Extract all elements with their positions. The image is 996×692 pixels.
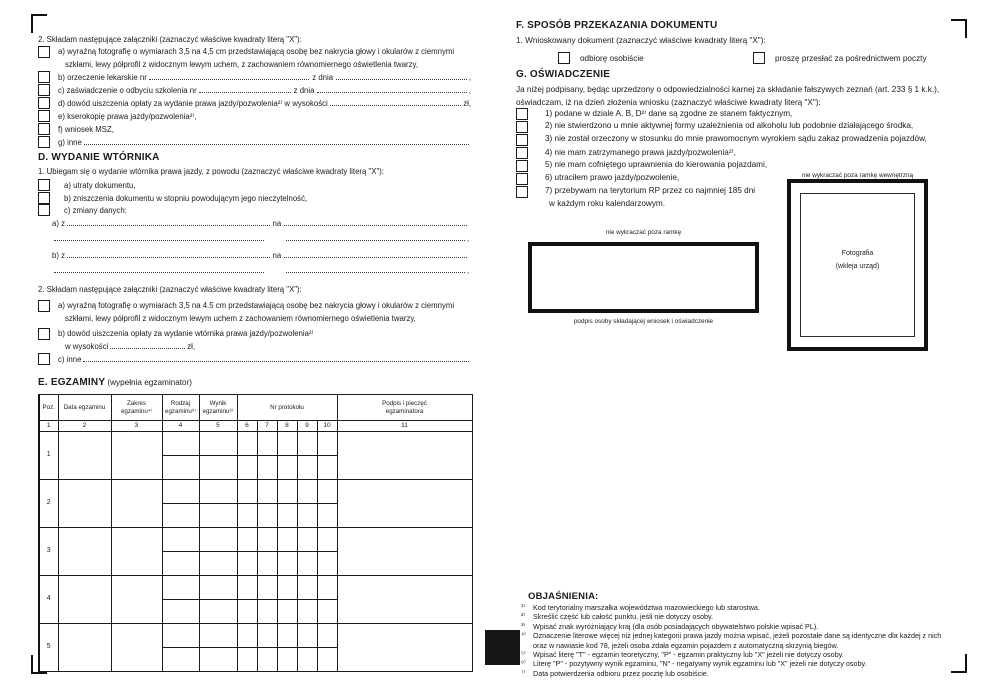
section-e-title: E. EGZAMINY (wypełnia egzaminator) xyxy=(38,377,193,388)
checkbox-att2-c[interactable] xyxy=(38,353,50,365)
exam-cell xyxy=(277,480,297,504)
row-number: 2 xyxy=(39,480,58,528)
exam-cell xyxy=(317,576,337,600)
fill-line[interactable] xyxy=(149,71,309,80)
col-num: 8 xyxy=(277,421,297,432)
exam-cell xyxy=(58,624,111,672)
exam-cell xyxy=(237,624,257,648)
registration-mark xyxy=(485,630,520,665)
exam-cell xyxy=(237,528,257,552)
fill-line[interactable] xyxy=(54,232,264,241)
exam-cell xyxy=(317,480,337,504)
exam-cell xyxy=(277,624,297,648)
checkbox-wtornik-c[interactable] xyxy=(38,204,50,216)
exam-cell xyxy=(237,480,257,504)
footnote-6: ⁶⁾ Literę "P" - pozytywny wynik egzaminu, "N" - negatywny wynik egzaminu lub "X" jeżeli nie dotyczy osoby. xyxy=(521,658,867,669)
exam-cell xyxy=(111,528,162,576)
exam-cell xyxy=(199,480,237,504)
checkbox-statement-4[interactable] xyxy=(516,147,528,159)
section-d-intro: 1. Ubiegam się o wydanie wtórnika prawa jazdy, z powodu (zaznaczyć właściwe kwadraty literą "X"): xyxy=(38,167,384,176)
exam-cell xyxy=(297,456,317,480)
section-f-title: F. SPOSÓB PRZEKAZANIA DOKUMENTU xyxy=(516,20,718,31)
row-number: 5 xyxy=(39,624,58,672)
col-num: 4 xyxy=(162,421,199,432)
exam-cell xyxy=(162,624,199,648)
fill-line[interactable] xyxy=(83,353,469,362)
col-header-wynik: Wynik egzaminu⁶⁾ xyxy=(199,395,237,421)
col-header-protokol: Nr protokołu xyxy=(237,395,337,421)
exam-cell xyxy=(111,480,162,528)
delivery-option-post xyxy=(753,52,927,64)
exam-cell xyxy=(317,600,337,624)
exam-cell xyxy=(337,624,472,672)
exam-cell xyxy=(257,552,277,576)
att1-item-c: c) zaświadczenie o odbyciu szkolenia nr z dnia , xyxy=(58,86,471,95)
exam-table-header-row xyxy=(39,395,472,421)
change-row-a-line1: a) z na xyxy=(52,217,469,228)
checkbox-statement-3[interactable] xyxy=(516,134,528,146)
section-d-title: D. WYDANIE WTÓRNIKA xyxy=(38,152,160,163)
notes-list xyxy=(520,603,972,678)
exam-cell xyxy=(277,576,297,600)
exam-cell xyxy=(277,432,297,456)
exam-cell xyxy=(237,576,257,600)
checkbox-att1-d[interactable] xyxy=(38,97,50,109)
exam-cell xyxy=(199,624,237,648)
wtornik-reason-c: c) zmiany danych: xyxy=(64,206,127,215)
statement-intro-line2: oświadczam, iż na dzień złożenia wniosku (zaznaczyć właściwe kwadraty literą "X"): xyxy=(516,98,821,107)
exam-cell xyxy=(237,456,257,480)
exam-row-3 xyxy=(39,528,472,552)
footnote-4: ⁴⁾ Oznaczenie literowe więcej niż jednej kategorii prawa jazdy można wpisać, jeżeli pozostałe dane są identyczne dla każdej z nich oraz w nawiasie kod 78, jeżeli osoba zdała egzamin pojazdem z automatyczną skrzynią biegów. xyxy=(521,630,942,650)
exam-cell xyxy=(297,480,317,504)
exam-cell xyxy=(58,528,111,576)
exam-cell xyxy=(237,432,257,456)
exam-cell xyxy=(199,648,237,672)
exam-cell xyxy=(317,528,337,552)
att1-item-b: b) orzeczenie lekarskie nr z dnia , xyxy=(58,73,471,82)
att1-item-e: e) kserokopię prawa jazdy/pozwolenia²⁾, xyxy=(58,112,197,121)
exam-cell xyxy=(162,504,199,528)
col-num: 7 xyxy=(257,421,277,432)
checkbox-att1-f[interactable] xyxy=(38,123,50,135)
footnote-3: ³⁾ Wpisać znak wyróżniający kraj (dla osób posiadających obywatelstwo polskie wpisać PL). xyxy=(521,620,819,631)
checkbox-wtornik-b[interactable] xyxy=(38,192,50,204)
att2-item-b: b) dowód uiszczenia opłaty za wydanie wtórnika prawa jazdy/pozwolenia²⁾ w wysokości zł, xyxy=(58,329,314,352)
exam-cell xyxy=(199,504,237,528)
footnote-2: ²⁾ Skreślić część lub całość punktu, jeśli nie dotyczy osoby. xyxy=(521,611,714,622)
exam-cell xyxy=(257,600,277,624)
col-num: 10 xyxy=(317,421,337,432)
exam-cell xyxy=(199,600,237,624)
checkbox-att1-c[interactable] xyxy=(38,84,50,96)
exam-cell xyxy=(257,456,277,480)
exam-cell xyxy=(317,624,337,648)
notes-title: OBJAŚNIENIA: xyxy=(528,591,599,602)
exam-cell xyxy=(162,576,199,600)
exam-cell xyxy=(297,624,317,648)
fill-line[interactable] xyxy=(110,340,185,349)
att2-item-c: c) inne xyxy=(58,353,471,364)
att1-item-d: d) dowód uiszczenia opłaty za wydanie prawa jazdy/pozwolenia²⁾ w wysokości zł, xyxy=(58,99,471,108)
photo-frame xyxy=(787,179,928,351)
exam-cell xyxy=(199,432,237,456)
checkbox-pickup-personal[interactable] xyxy=(558,52,570,64)
checkbox-att2-b[interactable] xyxy=(38,328,50,340)
exam-cell xyxy=(317,504,337,528)
exam-cell xyxy=(199,576,237,600)
exam-table xyxy=(38,394,473,672)
exam-cell xyxy=(277,600,297,624)
fill-line[interactable] xyxy=(84,136,469,145)
right-column xyxy=(516,15,968,687)
statement-item-6: 6) utraciłem prawo jazdy/pozwolenie, xyxy=(516,173,679,185)
statement-item-2: 2) nie stwierdzono u mnie aktywnej formy uzależnienia od alkoholu lub podobnie działającego środka, xyxy=(516,121,913,133)
exam-cell xyxy=(277,552,297,576)
photo-caption: Fotografia xyxy=(841,250,874,257)
exam-cell xyxy=(297,504,317,528)
pickup-personal-label: odbiorę osobiście xyxy=(580,53,644,63)
exam-cell xyxy=(257,528,277,552)
col-num: 5 xyxy=(199,421,237,432)
exam-cell xyxy=(58,480,111,528)
statement-item-3: 3) nie został orzeczony w stosunku do mnie prawomocnym wyrokiem sądu zakaz prowadzenia pojazdów, xyxy=(516,134,927,146)
exam-cell xyxy=(237,504,257,528)
fill-line[interactable] xyxy=(67,249,270,258)
exam-cell xyxy=(162,528,199,552)
exam-cell xyxy=(317,648,337,672)
fill-line[interactable] xyxy=(67,217,270,226)
attachments2-intro: 2. Składam następujące załączniki (zaznaczyć właściwe kwadraty literą "X"): xyxy=(38,285,302,294)
statement-item-5: 5) nie mam cofniętego uprawnienia do kierowania pojazdami, xyxy=(516,160,767,172)
signature-caption: podpis osoby składającej wniosek i oświadczenie xyxy=(573,318,714,325)
statement-item-4: 4) nie mam zatrzymanego prawa jazdy/pozwolenia²⁾, xyxy=(516,147,736,159)
checkbox-att1-a[interactable] xyxy=(38,46,50,58)
col-num: 6 xyxy=(237,421,257,432)
exam-cell xyxy=(162,648,199,672)
section-g-title: G. OŚWIADCZENIE xyxy=(516,69,611,80)
exam-cell xyxy=(337,576,472,624)
fill-line[interactable] xyxy=(330,97,461,106)
exam-cell xyxy=(337,432,472,480)
checkbox-att1-e[interactable] xyxy=(38,110,50,122)
row-number: 3 xyxy=(39,528,58,576)
exam-cell xyxy=(199,528,237,552)
col-header-data: Data egzaminu xyxy=(58,395,111,421)
col-header-poz: Poz. xyxy=(39,395,58,421)
exam-cell xyxy=(237,600,257,624)
statement-item-1: 1) podane w dziale A, B, D²⁾ dane są zgodne ze stanem faktycznym, xyxy=(516,108,792,120)
exam-cell xyxy=(317,456,337,480)
statement-item-7: 7) przebywam na terytorium RP przez co najmniej 185 dni xyxy=(516,186,755,198)
exam-cell xyxy=(257,648,277,672)
fill-line[interactable] xyxy=(284,217,467,226)
exam-cell xyxy=(58,432,111,480)
photo-inner-frame xyxy=(800,193,915,337)
checkbox-att1-b[interactable] xyxy=(38,71,50,83)
exam-cell xyxy=(297,576,317,600)
checkbox-statement-7[interactable] xyxy=(516,186,528,198)
fill-line[interactable] xyxy=(199,84,291,93)
col-num: 3 xyxy=(111,421,162,432)
exam-cell xyxy=(277,456,297,480)
exam-cell xyxy=(277,648,297,672)
exam-cell xyxy=(277,528,297,552)
change-row-a-line2: , xyxy=(52,232,469,243)
statement-intro-line1: Ja niżej podpisany, będąc uprzedzony o odpowiedzialności karnej za składanie fałszywych zeznań (art. 233 § 1 k.k.), xyxy=(516,85,940,94)
exam-cell xyxy=(162,480,199,504)
change-row-b-line1: b) z na xyxy=(52,249,469,260)
fill-line[interactable] xyxy=(54,264,264,273)
exam-table-number-row xyxy=(39,421,472,432)
col-header-podpis: Podpis i pieczęć egzaminatora xyxy=(337,395,472,421)
photo-caption-note: (wkleja urząd) xyxy=(835,263,880,270)
row-number: 4 xyxy=(39,576,58,624)
exam-cell xyxy=(162,600,199,624)
attachments1-intro: 2. Składam następujące załączniki (zaznaczyć właściwe kwadraty literą "X"): xyxy=(38,35,302,44)
col-num: 1 xyxy=(39,421,58,432)
att1-item-a: a) wyraźną fotografię o wymiarach 3,5 na 4,5 cm przedstawiającą osobę bez nakrycia głowy i okularów z ciemnymi szkłami, lewy półprofil z widocznym lewym uchem, z zachowaniem równomiernego oświetlenia twarzy, xyxy=(58,47,455,70)
checkbox-statement-5[interactable] xyxy=(516,160,528,172)
col-num: 2 xyxy=(58,421,111,432)
checkbox-att1-g[interactable] xyxy=(38,136,50,148)
checkbox-att2-a[interactable] xyxy=(38,300,50,312)
exam-cell xyxy=(162,552,199,576)
exam-cell xyxy=(111,624,162,672)
col-header-zakres: Zakres egzaminu⁴⁾ xyxy=(111,395,162,421)
signature-box-note: nie wykraczać poza ramkę xyxy=(605,229,682,236)
exam-cell xyxy=(162,432,199,456)
exam-cell xyxy=(337,480,472,528)
statement-item-7-line2: w każdym roku kalendarzowym. xyxy=(549,199,666,208)
exam-cell xyxy=(111,576,162,624)
change-row-b-line2: , xyxy=(52,264,469,275)
delivery-option-personal xyxy=(558,52,644,64)
exam-cell xyxy=(257,576,277,600)
exam-cell xyxy=(111,432,162,480)
footnote-5: ⁵⁾ Wpisać literę "T" - egzamin teoretyczny, "P" - egzamin praktyczny lub "X" jeżeli nie dotyczy osoby. xyxy=(521,649,844,660)
exam-cell xyxy=(237,552,257,576)
att1-item-g: g) inne xyxy=(58,136,471,147)
footnote-7: ⁷⁾ Data potwierdzenia odbioru przez pocztę lub osobiście. xyxy=(521,667,709,678)
fill-line[interactable] xyxy=(286,232,465,241)
left-column xyxy=(38,26,471,676)
col-num: 11 xyxy=(337,421,472,432)
exam-cell xyxy=(317,432,337,456)
signature-box[interactable] xyxy=(528,242,759,313)
section-f-intro: 1. Wnioskowany dokument (zaznaczyć właściwe kwadraty literą "X"): xyxy=(516,36,766,45)
footnote-1: ¹⁾ Kod terytorialny marszałka województwa mazowieckiego lub starostwa. xyxy=(521,602,760,612)
exam-cell xyxy=(199,552,237,576)
col-header-rodzaj: Rodzaj egzaminu⁵⁾ xyxy=(162,395,199,421)
exam-cell xyxy=(297,528,317,552)
checkbox-wtornik-a[interactable] xyxy=(38,179,50,191)
col-num: 9 xyxy=(297,421,317,432)
exam-row-4 xyxy=(39,576,472,600)
att1-item-f: f) wniosek MSZ, xyxy=(58,125,114,134)
exam-cell xyxy=(297,600,317,624)
exam-cell xyxy=(277,504,297,528)
exam-cell xyxy=(297,432,317,456)
fill-line[interactable] xyxy=(317,84,466,93)
exam-cell xyxy=(58,576,111,624)
checkbox-statement-1[interactable] xyxy=(516,108,528,120)
exam-cell xyxy=(337,528,472,576)
exam-cell xyxy=(257,624,277,648)
exam-cell xyxy=(257,480,277,504)
fill-line[interactable] xyxy=(336,71,467,80)
exam-cell xyxy=(162,456,199,480)
exam-row-1 xyxy=(39,432,472,456)
exam-row-5 xyxy=(39,624,472,648)
exam-row-2 xyxy=(39,480,472,504)
exam-cell xyxy=(317,552,337,576)
fill-line[interactable] xyxy=(286,264,465,273)
exam-cell xyxy=(237,648,257,672)
wtornik-reason-b: b) zniszczenia dokumentu w stopniu powodującym jego nieczytelność, xyxy=(64,194,308,203)
wtornik-reason-a: a) utraty dokumentu, xyxy=(64,181,136,190)
exam-cell xyxy=(257,504,277,528)
att2-item-a: a) wyraźną fotografię o wymiarach 3,5 na 4.5 cm przedstawiającą osobę bez nakrycia głowy i okularów z ciemnymi szkłami, lewy półprofil z widocznym lewym uchem z zachowaniem równomiernego oświetlenia twarzy, xyxy=(58,301,455,324)
checkbox-statement-2[interactable] xyxy=(516,121,528,133)
exam-cell xyxy=(257,432,277,456)
row-number: 1 xyxy=(39,432,58,480)
exam-cell xyxy=(297,648,317,672)
fill-line[interactable] xyxy=(284,249,467,258)
checkbox-send-by-post[interactable] xyxy=(753,52,765,64)
exam-cell xyxy=(199,456,237,480)
checkbox-statement-6[interactable] xyxy=(516,173,528,185)
exam-cell xyxy=(297,552,317,576)
photo-frame-note: nie wykraczać poza ramkę wewnętrzną xyxy=(801,172,914,179)
send-by-post-label: proszę przesłać za pośrednictwem poczty xyxy=(775,53,927,63)
